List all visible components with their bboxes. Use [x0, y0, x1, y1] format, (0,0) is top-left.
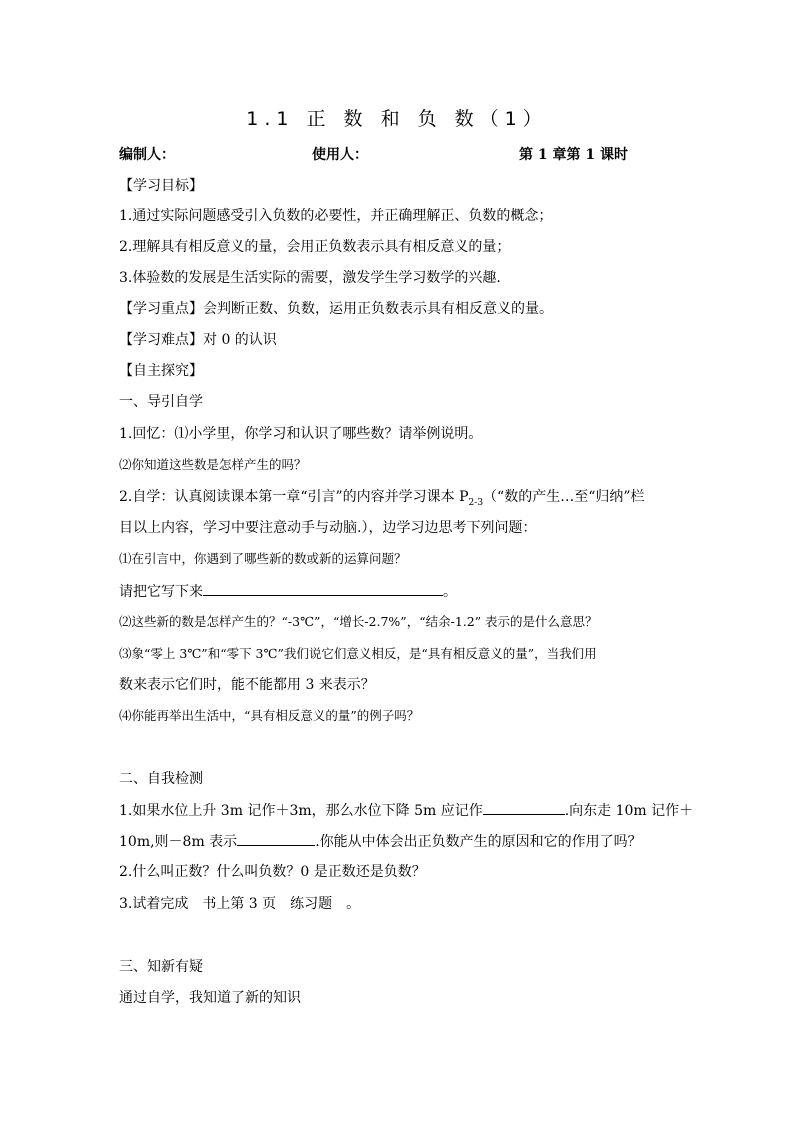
section1-q1: 1.回忆：⑴小学里，你学习和认识了哪些数？请举例说明。	[119, 426, 483, 442]
fill-end: 。	[443, 584, 457, 600]
section2-q1-line1	[119, 800, 694, 821]
q1-text-a: 1.如果水位上升 3m 记作＋3m，那么水位下降 5m 应记作	[119, 803, 483, 819]
section1-fill-line	[119, 581, 689, 602]
section1-q2-line2: 目以上内容，学习中要注意动手与动脑.），边学习边思考下列问题：	[119, 520, 537, 536]
section1-sub1: ⑴在引言中，你遇到了哪些新的数或新的运算问题？	[119, 551, 407, 566]
explore-heading: 【自主探究】	[119, 363, 203, 379]
q2-page-range: 2-3	[468, 497, 484, 508]
q2-text-a: 2.自学：认真阅读课本第一章“引言”的内容并学习课本 P	[119, 489, 469, 505]
section1-sub2: ⑵这些新的数是怎样产生的？“-3℃”，“增长-2.7%”，“结余-1.2” 表示的是什么意思？	[119, 614, 598, 629]
answer-blank[interactable]	[203, 581, 443, 596]
q2-text-b: （“数的产生…至“归纳”栏	[483, 489, 645, 505]
author-label: 编制人：	[119, 147, 175, 163]
section2-q3: 3.试着完成 书上第 3 页 练习题 。	[119, 896, 361, 912]
section3-line1: 通过自学，我知道了新的知识	[119, 990, 301, 1006]
page-title: 1.1 正 数 和 负 数（1）	[246, 108, 548, 130]
section2-q1-line2	[119, 831, 689, 852]
section1-sub3-line1: ⑶象“零上 3℃”和“零下 3℃”我们说它们意义相反，是“具有相反意义的量”，当我们用	[119, 646, 597, 661]
goal-item: 1.通过实际问题感受引入负数的必要性，并正确理解正、负数的概念；	[119, 208, 553, 224]
section3-heading: 三、知新有疑	[119, 959, 203, 975]
section1-q1b: ⑵你知道这些数是怎样产生的吗？	[119, 457, 307, 472]
fill-prompt: 请把它写下来	[119, 584, 203, 600]
difficulty: 【学习难点】对 0 的认识	[119, 332, 277, 348]
section1-sub4: ⑷你能再举出生活中，“具有相反意义的量”的例子吗？	[119, 708, 420, 723]
chapter-label: 第 1 章第 1 课时	[519, 147, 628, 163]
goal-item: 2.理解具有相反意义的量，会用正负数表示具有相反意义的量；	[119, 239, 511, 255]
user-label: 使用人：	[312, 147, 368, 163]
goal-item: 3.体验数的发展是生活实际的需要，激发学生学习数学的兴趣.	[119, 270, 501, 286]
answer-blank[interactable]	[483, 800, 565, 815]
section2-q2: 2.什么叫正数？什么叫负数？0 是正数还是负数？	[119, 864, 426, 880]
answer-blank[interactable]	[237, 831, 315, 846]
q1-text-c: 10m,则－8m 表示	[119, 834, 238, 850]
section1-heading: 一、导引自学	[119, 394, 203, 410]
meta-row	[119, 144, 719, 166]
section1-sub3-line2: 数来表示它们时，能不能都用 3 来表示？	[119, 677, 375, 693]
q1-text-d: .你能从中体会出正负数产生的原因和它的作用了吗？	[315, 834, 642, 850]
q1-text-b: .向东走 10m 记作＋	[564, 803, 694, 819]
key-point: 【学习重点】会判断正数、负数，运用正负数表示具有相反意义的量。	[119, 301, 553, 317]
section1-q2	[119, 487, 689, 513]
goals-heading: 【学习目标】	[119, 178, 203, 194]
section2-heading: 二、自我检测	[119, 771, 203, 787]
